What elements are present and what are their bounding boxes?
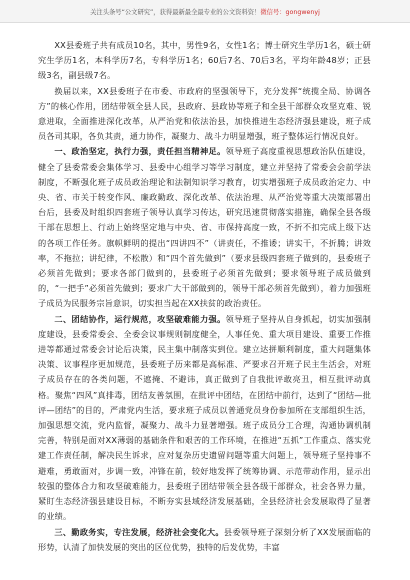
banner-text: 关注头条号“公文研究”，获得最新最全最专业的公文资料资！ xyxy=(90,8,261,16)
section-1-title: 一、政治坚定，执行力强，责任担当精神足。 xyxy=(54,146,226,157)
section-3-body: 县委领导班子深刻分析了XX发展面临的形势，认清了加快发展的突出的区位优势，独特的后发优势，丰富 xyxy=(38,526,371,552)
section-1-body: 领导班子高度重视思想政治队伍建设，健全了县委常委会集体学习、县委中心组学习等学习制度，建立并坚持了常委会会前学法制度，不断强化班子成员政治理论和法制知识学习教育，切实增强班子成员政治定力、中央、省、市关于转变作风、廉政勤政、深化改革、依法治理、从严治党等重大决策部署出台后，县委及时组织四套班子领导认真学习传达，研究迅速贯彻落实措施，确保全县各级干部在思想上、行动上始终坚定地与中央、省、市保持高度一致，不折不扣完成上级下达的各项工作任务。旗帜鲜明的提出“四讲四不”（讲责任，不推诿；讲实干，不折腾；讲效率，不拖拉；讲纪律，不松散）和“四个首先做到”（要求县级四套班子做到的，县委班子必须首先做到；要求各部门做到的，县委班子必须首先做到；要求领导班子成员做到的，“一把手”必须首先做到；要求广大干部做到的，领导干部必须首先做到），着力加强班子成员为民服务宗旨意识，切实担当起在XX扶贫的政治责任。 xyxy=(38,146,371,309)
paragraph-overview: 换届以来，XX县委班子在市委、市政府的坚强领导下，充分发挥“统揽全局、协调各方”的核心作用，团结带领全县人民，县政府、县政协等班子和全县干部群众攻坚克难、锐意进取，全面推进深化改革，从严治党和依法治县，加快推进生态经济强县建设，班子成员各司其职，各负其责，通力协作，凝聚力、战斗力明显增强，班子整体运行情况良好。 xyxy=(38,85,371,142)
section-3 xyxy=(38,525,371,555)
section-2 xyxy=(38,312,371,525)
top-banner xyxy=(0,0,410,23)
banner-wechat-id: 微信号：gongwenyj xyxy=(260,8,320,16)
section-3-title: 三、勤政务实，专注发展，经济社会变化大。 xyxy=(54,526,224,537)
paragraph-intro: XX县委班子共有成员10名，其中，男性9名，女性1名；博士研究生学历1名，硕士研究生学历1名，本科学历7名，专科学历1名；60后7名、70后3名，平均年龄48岁；正县级3名，副县级7名。 xyxy=(38,40,371,81)
document-body xyxy=(38,38,371,555)
section-2-body: 领导班子坚持从自身抓起，切实加强制度建设，县委常委会、全委会议事规则制度健全，人事任免、重大项目建设、重要工作推进等都通过常委会讨论后决策，民主集中制落实到位。建立达拼顺利制度，重大问题集体决策、议事程序更加规范，县委班子历来都是高标准、严要求召开班子民主生活会，对班子成员存在的各类问题，不遮掩、不避讳，真正做到了自我批评敢亮丑，相互批评动真格。聚焦“四风”真排毒，团结友善氛围，在批评中团结，在团结中前行，达到了“团结—批评—团结”的目的，严肃党内生活，要求班子成员以普通党员身份参加所在支部组织生活，加强思想交流，党内监督，凝聚力、战斗力显著增强。班子成员分工合理，沟通协调机制完善，特别是面对XX薄弱的基础条件和艰苦的工作环境，在推进“五抓”工作重点、落实党建工作责任制，解决民生诉求，应对复杂历史遗留问题等重大问题上，领导班子坚持事不避难，勇敢面对，步调一致，冲锋在前，较好地发挥了统筹协调、示范带动作用，显示出较强的整体合力和攻坚破难能力，县委班子团结带领全县各级干部群众，社会各界力量，紧盯生态经济强县建设目标，不断夯实县域经济发展基础，全县经济社会发展取得了显著的业绩。 xyxy=(38,313,371,522)
section-1 xyxy=(38,144,371,311)
section-2-title: 二、团结协作，运行规范，攻坚破难能力强。 xyxy=(54,313,226,324)
